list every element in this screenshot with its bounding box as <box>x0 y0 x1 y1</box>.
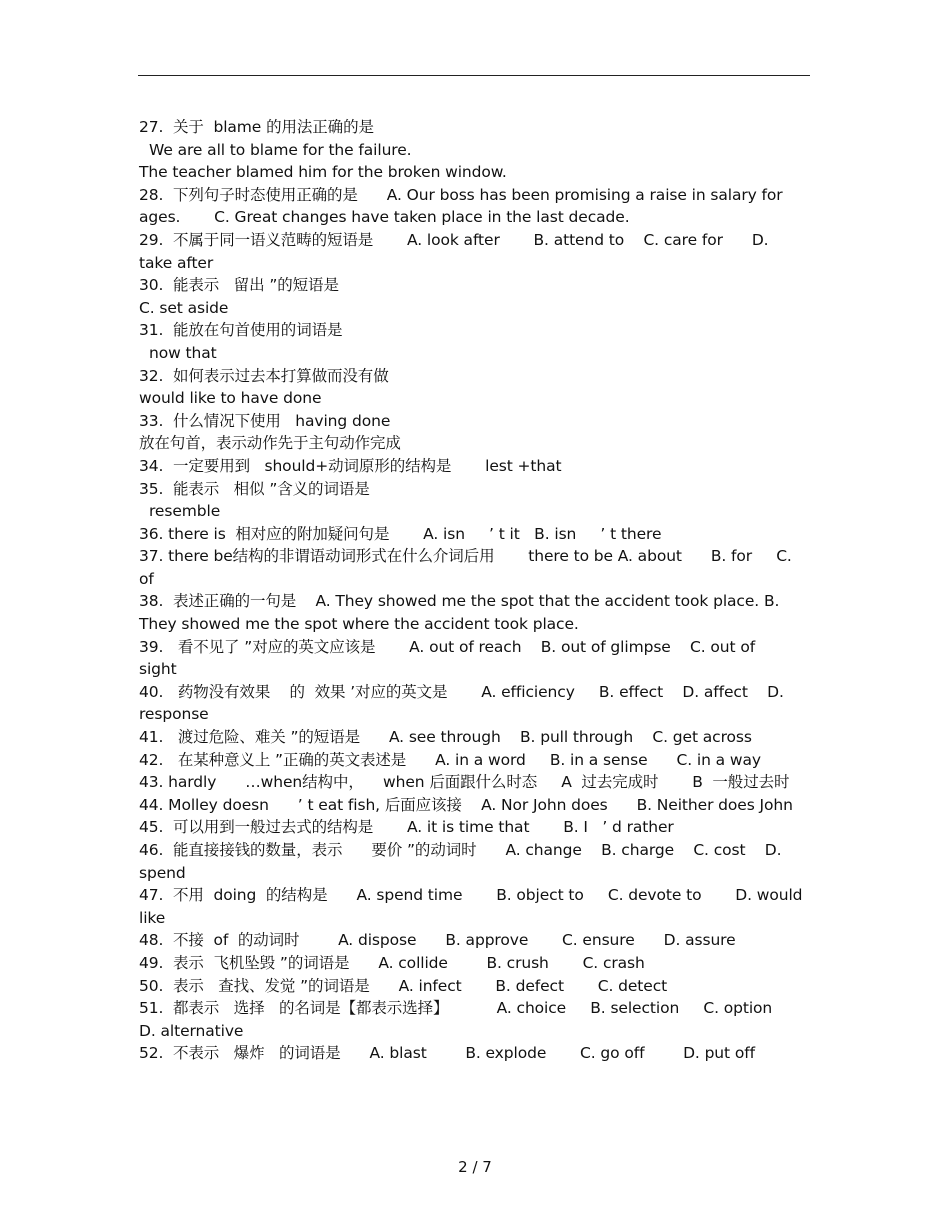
text-line: 35. 能表示 相似 ”含义的词语是 <box>139 479 370 498</box>
text-line: 44. Molley doesn ’ t eat fish, 后面应该接 A. Nor John does B. Neither does John <box>139 795 793 814</box>
text-line: 37. there be结构的非谓语动词形式在什么介词后用 there to be A. about B. for C. <box>139 547 792 566</box>
text-line: 48. 不接 of 的动词时 A. dispose B. approve C. ensure D. assure <box>139 931 736 950</box>
text-line: spend <box>139 863 186 882</box>
text-line: C. set aside <box>139 298 229 317</box>
page-number: 2 / 7 <box>458 1158 492 1176</box>
text-line: take after <box>139 253 214 272</box>
text-line: 39. 看不见了 ”对应的英文应该是 A. out of reach B. out of glimpse C. out of <box>139 637 756 656</box>
text-line: 50. 表示 查找、发觉 ”的词语是 A. infect B. defect C. detect <box>139 976 668 995</box>
text-line: sight <box>139 660 177 679</box>
text-line: 34. 一定要用到 should+动词原形的结构是 lest +that <box>139 456 562 475</box>
text-line: D. alternative <box>139 1021 244 1040</box>
text-line: We are all to blame for the failure. <box>149 140 412 159</box>
text-line: 47. 不用 doing 的结构是 A. spend time B. object to C. devote to D. would <box>139 886 803 905</box>
text-line: 30. 能表示 留出 ”的短语是 <box>139 276 339 295</box>
text-line: resemble <box>149 502 221 521</box>
text-line: now that <box>149 343 217 362</box>
text-line: 45. 可以用到一般过去式的结构是 A. it is time that B. I ’ d rather <box>139 818 674 837</box>
text-line: 29. 不属于同一语义范畴的短语是 A. look after B. attend to C. care for D. <box>139 230 769 249</box>
text-line: would like to have done <box>139 389 322 408</box>
text-line: 49. 表示 飞机坠毁 ”的词语是 A. collide B. crush C. crash <box>139 953 645 972</box>
text-line: 放在句首，表示动作先于主句动作完成 <box>139 434 401 453</box>
text-line: ages. C. Great changes have taken place in the last decade. <box>139 208 630 227</box>
text-line: 32. 如何表示过去本打算做而没有做 <box>139 366 389 385</box>
text-line: 51. 都表示 选择 的名词是【都表示选择】 A. choice B. selection C. option <box>139 999 773 1018</box>
text-line: response <box>139 705 209 724</box>
text-line: like <box>139 908 166 927</box>
document-body <box>139 116 819 1065</box>
text-line: 31. 能放在句首使用的词语是 <box>139 321 343 340</box>
text-line: of <box>139 569 154 588</box>
text-line: 46. 能直接接钱的数量，表示 要价 ”的动词时 A. change B. charge C. cost D. <box>139 841 782 859</box>
text-line: 28. 下列句子时态使用正确的是 A. Our boss has been promising a raise in salary for <box>139 185 783 204</box>
text-line: 36. there is 相对应的附加疑问句是 A. isn ’ t it B. isn ’ t there <box>139 524 662 543</box>
text-line: 52. 不表示 爆炸 的词语是 A. blast B. explode C. go off D. put off <box>139 1044 755 1063</box>
text-line: 42. 在某种意义上 ”正确的英文表述是 A. in a word B. in a sense C. in a way <box>139 750 761 769</box>
text-line: The teacher blamed him for the broken window. <box>139 163 507 182</box>
text-line: 33. 什么情况下使用 having done <box>139 411 391 430</box>
text-line: They showed me the spot where the accident took place. <box>139 615 579 634</box>
text-line: 43. hardly …when结构中， when 后面跟什么时态 A 过去完成时 B 一般过去时 <box>139 773 790 792</box>
header-rule <box>138 75 810 76</box>
text-line: 38. 表述正确的一句是 A. They showed me the spot that the accident took place. B. <box>139 592 780 611</box>
text-line: 40. 药物没有效果 的 效果 ’对应的英文是 A. efficiency B. effect D. affect D. <box>139 682 784 701</box>
text-line: 27. 关于 blame 的用法正确的是 <box>139 118 374 136</box>
text-line: 41. 渡过危险、难关 ”的短语是 A. see through B. pull through C. get across <box>139 728 752 747</box>
